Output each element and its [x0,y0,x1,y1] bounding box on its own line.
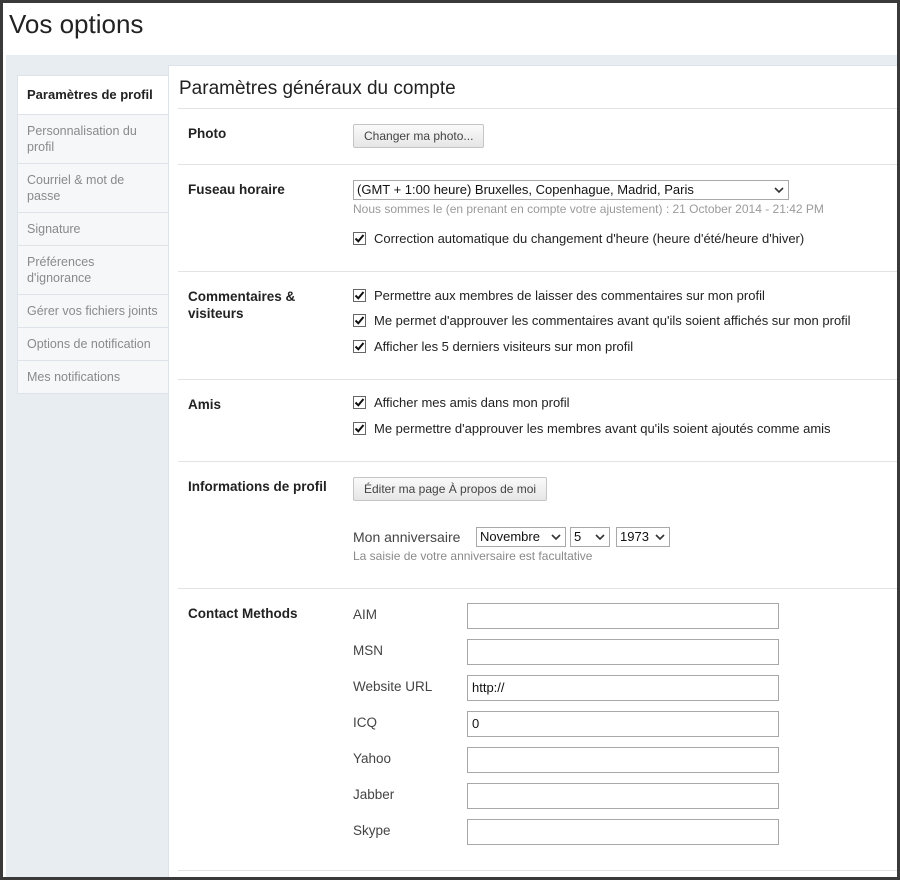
show-friends-label: Afficher mes amis dans mon profil [374,395,570,410]
dst-label: Correction automatique du changement d'heure (heure d'été/heure d'hiver) [374,231,805,246]
photo-row [178,108,897,164]
friends-option-show [353,395,570,413]
profile-info-label: Informations de profil [188,479,327,494]
approve-comments-checkbox[interactable] [353,314,366,327]
birthday-hint: La saisie de votre anniversaire est facultative [353,549,593,563]
checkmark-icon [354,341,365,352]
friends-option-approve [353,421,831,439]
main-panel [168,65,897,877]
checkmark-icon [354,233,365,244]
timezone-row [178,164,897,271]
msn-label: MSN [353,643,383,658]
photo-label: Photo [188,126,227,141]
birthday-label: Mon anniversaire [353,529,461,545]
birth-month-value: Novembre [480,529,540,544]
allow-comments-checkbox[interactable] [353,289,366,302]
skype-input[interactable] [467,819,779,845]
approve-comments-label: Me permet d'approuver les commentaires avant qu'ils soient affichés sur mon profil [374,313,851,328]
msn-input[interactable] [467,639,779,665]
jabber-input[interactable] [467,783,779,809]
approve-friends-checkbox[interactable] [353,422,366,435]
sidebar-item-notification-options[interactable]: Options de notification [18,328,168,361]
comments-row [178,271,897,379]
friends-row [178,379,897,461]
sidebar-item-my-notifications[interactable]: Mes notifications [27,370,121,384]
birth-year-select[interactable] [616,527,670,547]
comments-option-allow [353,288,765,306]
checkmark-icon [354,290,365,301]
allow-comments-label: Permettre aux membres de laisser des commentaires sur mon profil [374,288,765,303]
sidebar [17,75,168,394]
comments-option-visitors [353,339,633,357]
show-visitors-checkbox[interactable] [353,340,366,353]
yahoo-input[interactable] [467,747,779,773]
edit-about-me-button[interactable]: Éditer ma page À propos de moi [353,477,547,501]
birth-month-select[interactable] [476,527,566,547]
chevron-down-icon [654,528,666,546]
timezone-label: Fuseau horaire [188,182,285,197]
yahoo-label: Yahoo [353,751,392,766]
birth-day-select[interactable] [570,527,610,547]
show-visitors-label: Afficher les 5 derniers visiteurs sur mon profil [374,339,634,354]
approve-friends-label: Me permettre d'approuver les membres avant qu'ils soient ajoutés comme amis [374,421,831,436]
aim-label: AIM [353,607,378,622]
birth-day-value: 5 [574,529,582,544]
website-url-label: Website URL [353,679,433,694]
section-title: Paramètres généraux du compte [179,78,456,99]
change-photo-button[interactable]: Changer ma photo... [353,124,484,148]
checkmark-icon [354,423,365,434]
chevron-down-icon [773,181,785,199]
comments-label: Commentaires & visiteurs [188,289,296,321]
skype-label: Skype [353,823,391,838]
dst-checkbox[interactable] [353,232,366,245]
checkmark-icon [354,315,365,326]
friends-label: Amis [188,397,222,412]
sidebar-item-profile-customization[interactable]: Personnalisation du profil [18,115,168,164]
sidebar-item-signature[interactable]: Signature [18,213,168,246]
chevron-down-icon [594,528,606,546]
timezone-select[interactable] [353,180,789,200]
chevron-down-icon [550,528,562,546]
checkmark-icon [354,397,365,408]
contact-methods-row [178,588,897,871]
icq-label: ICQ [353,715,378,730]
aim-input[interactable] [467,603,779,629]
sidebar-item-ignore-preferences[interactable]: Préférences d'ignorance [18,246,168,295]
show-friends-checkbox[interactable] [353,396,366,409]
sidebar-item-attachments[interactable]: Gérer vos fichiers joints [18,295,168,328]
sidebar-item-profile-settings[interactable]: Paramètres de profil [18,76,168,115]
current-time-hint: Nous sommes le (en prenant en compte votre ajustement) : 21 October 2014 - 21:42 PM [353,202,824,216]
timezone-selected-value: (GMT + 1:00 heure) Bruxelles, Copenhague, Madrid, Paris [357,182,694,197]
website-url-input[interactable]: http:// [467,675,779,701]
page-title: Vos options [9,9,144,39]
jabber-label: Jabber [353,787,395,802]
comments-option-approve [353,313,851,331]
dst-option [353,231,804,249]
birth-year-value: 1973 [620,529,649,544]
icq-input[interactable]: 0 [467,711,779,737]
profile-info-row [178,461,897,588]
sidebar-item-email-password[interactable]: Courriel & mot de passe [18,164,168,213]
contact-methods-label: Contact Methods [188,606,298,621]
app-window [3,3,897,877]
